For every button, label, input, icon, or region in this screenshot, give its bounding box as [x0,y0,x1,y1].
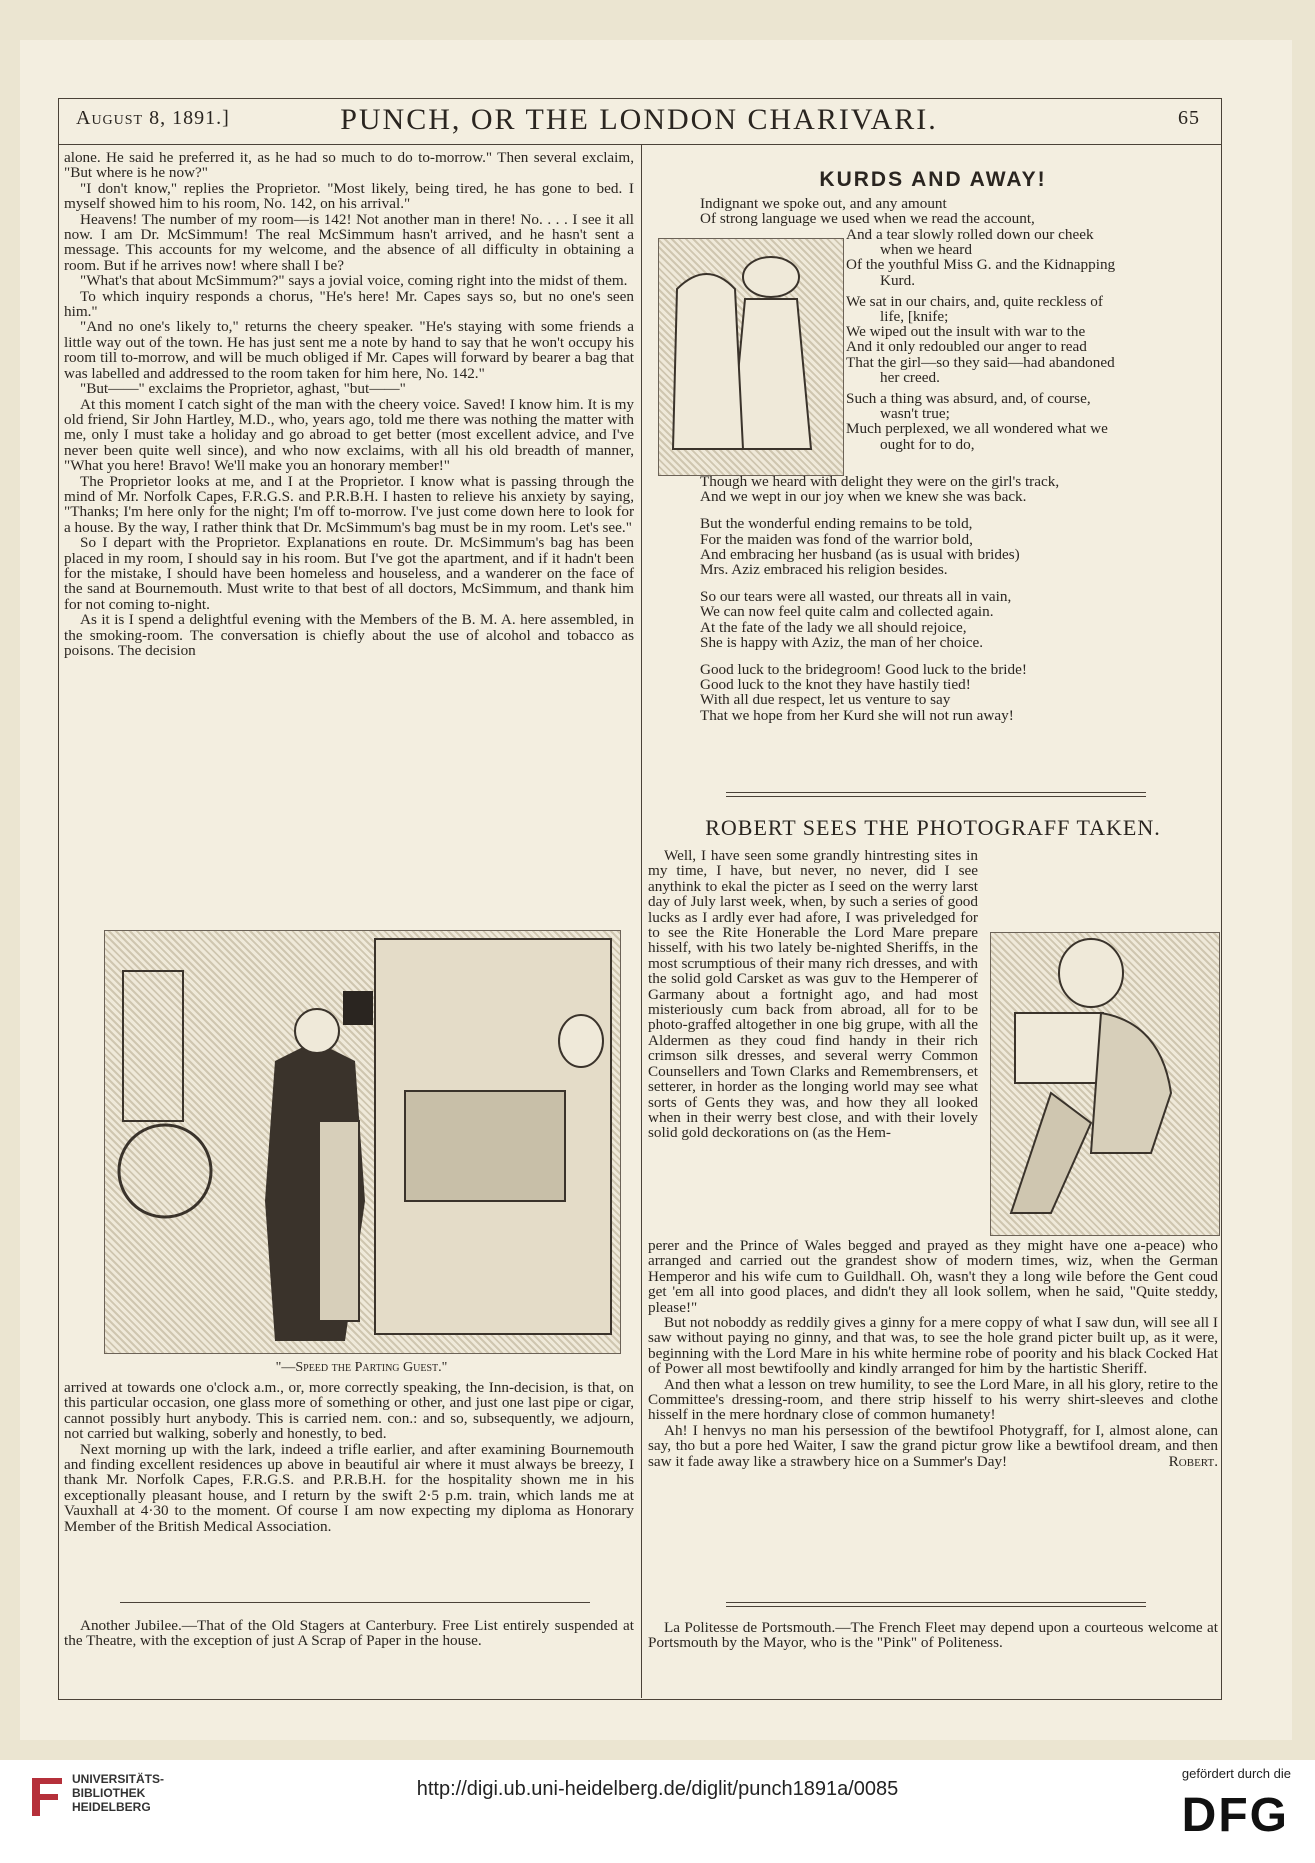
poem-line: wasn't true; [880,405,950,423]
stanza [700,516,1220,577]
poem-line: Indignant we spoke out, and any amount [700,195,947,212]
poem-line: Such a thing was absurd, and, of course, [846,390,1091,408]
poem-line: So our tears were all wasted, our threats all in vain, [700,588,1012,606]
paragraph: Next morning up with the lark, indeed a trifle earlier, and after examining Bournemouth and finding excellent residences up above in beautiful air where it must always be breezy, I thank Mr. Norfolk Capes, F.R.G.S. and P.R.B.H. for the hospitality shown me in his exceptionally pleasant house, and I return by the swift 2·5 p.m. train, which lands me at Vauxhall at 4·30 to the moment. Of course I am now expecting my diploma as Honorary Member of the British Medical Association. [64,1440,634,1535]
paragraph: "What's that about McSimmum?" says a jovial voice, coming right into the midst of them. [80,272,628,290]
jubilee-note [64,1618,634,1649]
poem-line: Though we heard with delight they were on the girl's track, [700,473,1060,490]
poem-line: Good luck to the knot they have hastily tied! [700,676,971,694]
dfg-logo: DFG [1181,1789,1289,1842]
poem-line: Kurd. [880,271,916,289]
engraving-sketch [659,239,843,475]
poem-line: At the fate of the lady we all should rejoice, [700,618,967,636]
page-number: 65 [1178,107,1200,129]
kurds-title: KURDS AND AWAY! [819,168,1047,191]
header-rule [58,144,1222,145]
paragraph: So I depart with the Proprietor. Explanations en route. Dr. McSimmum's bag has been placed in my room, I should say in his room. But I've got the apartment, and if it hadn't been for the mistake, I should have been homeless and houseless, and a wanderer on the face of the sand at Bournemouth. Must write to that best of all doctors, McSimmum, and thank him for not coming to-night. [64,534,634,613]
column-divider [641,144,642,1698]
illustration-caption: "—Speed the Parting Guest." [275,1360,448,1375]
politesse-note [648,1620,1218,1651]
poem-line: Of the youthful Miss G. and the Kidnapping [846,256,1116,274]
poem-line: Good luck to the bridegroom! Good luck to the bride! [700,661,1027,679]
left-column-bottom [64,1380,634,1534]
poem-line: And we wept in our joy when we knew she was back. [700,488,1027,506]
library-line: BIBLIOTHEK [72,1786,146,1800]
paragraph: But not noboddy as reddily gives a ginny for a mere coppy of what I saw dun, will see all I saw without paying no ginny, and that was, to see the hole grand picter built up, as it were, beginning with the Lord Mare in his white hermine robe of poority and his black Cocked Hat of Power all most bewtifoolly and kindly arranged for him by the hartistic Sheriff. [648,1314,1218,1378]
source-url-link[interactable]: http://digi.ub.uni-heidelberg.de/diglit/punch1891a/0085 [416,1778,899,1800]
speed-the-parting-guest-illustration [104,930,621,1354]
poem-line: her creed. [880,368,940,386]
poem-line: That the girl—so they said—had abandoned [846,353,1115,371]
poem-line: Mrs. Aziz embraced his religion besides. [700,561,948,579]
paragraph: La Politesse de Portsmouth.—The French Fleet may depend upon a courteous welcome at Portsmouth by the Mayor, who is the "Pink" of Politeness. [648,1619,1218,1652]
engraving-sketch [105,931,620,1353]
paragraph: And then what a lesson on trew humility, to see the Lord Mare, in all his glory, retire to the Committee's dressing-room, and there strip hisself to his werry shirt-sleeves and clothe hisself in the mere hordnary close of common humanety! [648,1375,1218,1424]
paragraph: "I don't know," replies the Proprietor. "Most likely, being tired, he has gone to bed. I myself showed him to his room, No. 142, on his arrival." [64,179,634,213]
poem-line: when we heard [880,241,972,259]
poem-line: life, [knife; [880,308,949,326]
poem-line: Of strong language we used when we read the account, [700,210,1035,228]
paragraph: To which inquiry responds a chorus, "He's here! Mr. Capes says so, but no one's seen him." [64,287,634,321]
page-header [58,103,1220,147]
poem-line: We can now feel quite calm and collected again. [700,603,994,621]
library-line: UNIVERSITÄTS- [72,1772,165,1786]
poem-line: Much perplexed, we all wondered what we [846,420,1108,438]
poem-line: And embracing her husband (as is usual with brides) [700,545,1020,563]
paragraph: "But——" exclaims the Proprietor, aghast, "but——" [80,380,406,398]
robert-wrapped-text: Well, I have seen some grandly hintresting sites in my time, I have, but never, no never, did I see anythink to ekal the picter as I seed on the werry larst day of July larst week, when, by such a series of good lucks as I ardly ever had afore, I was priveledged for to see the Rite Honerable the Lord Mare prepare hisself, with his two lately be-nighted Sheriffs, in the most scrumptious of their many rich dresses, and with the solid gold Carsket as was guv to the Hemperer of Garmany about a fortnight ago, and had most misteriously cum back from abroad, all for to be photo-graffed altogether in one big grupe, with all the Aldermen as they coud find handy in their rich crimson silk dresses, and several werry Common Counsellers and Town Clarks and Remembrensers, et setterer, in horder as the longing world may see what sorts of Gents they was, and how they all looked when in their werry best close, and with their lovely solid gold deckorations on (as the Hem- [648,847,978,1142]
poem-line: She is happy with Aziz, the man of her choice. [700,633,983,651]
author-signature: Robert. [1168,1452,1218,1470]
section-rule [120,1602,590,1603]
kurds-beside-image [846,227,1218,452]
paragraph: As it is I spend a delightful evening with the Members of the B. M. A. here assembled, in the smoking-room. The conversation is chiefly about the use of alcohol and tobacco as poisons. The decision [64,611,634,659]
paragraph: The Proprietor looks at me, and I at the Proprietor. I know what is passing through the mind of Mr. Norfolk Capes, F.R.G.S. and P.R.B.H. I hasten to relieve his anxiety by saying, "Thanks; I'm here only for the night; I'm off to-morrow. I've just come down here to look for a house. By the way, I rather think that Dr. McSimmum's bag must be in my room. Let's see." [64,472,634,536]
poem-line: And a tear slowly rolled down our cheek [846,226,1094,243]
kurds-stanzas [700,474,1220,735]
publication-title: PUNCH, OR THE LONDON CHARIVARI. [340,103,938,136]
kurds-intro [700,196,1220,226]
poem-line: ought for to do, [880,435,975,453]
poem-line: And it only redoubled our anger to read [846,338,1087,356]
robert-article [648,848,1218,1141]
paragraph: At this moment I catch sight of the man with the cheery voice. Saved! I know him. It is my old friend, Sir John Hartley, M.D., who, years ago, told me there was nothing the matter with me, only I must take a holiday and go abroad to get better (most excellent advice, and I've never been quite well since), and who now exclaims, with all his old breadth of manner, "What you here! Bravo! We'll make you an honorary member!" [64,395,634,475]
paragraph: arrived at towards one o'clock a.m., or, more correctly speaking, the Inn-decision, is that, on this particular occasion, one glass more of something or other, and just one last pipe or cigar, cannot possibly hurt anybody. This is carried nem. con.: and so, subsequently, we adjourn, not carried but walking, soberly and honestly, to bed. [64,1379,634,1443]
paragraph: perer and the Prince of Wales begged and prayed as they might have one a-peace) who arranged and carried out the grandest show of modern times, wiz, when the German Hemperor and his wife cum to Guildhall. Oh, wasn't they a long wile before the Gent coud get 'em all into good places, and didn't they all look sollem, when he said, "Quite steddy, please!" [648,1237,1218,1316]
paragraph: "And no one's likely to," returns the cheery speaker. "He's staying with some friends a little way out of the town. He has just sent me a note by hand to say that he won't occupy his room till to-morrow, and will be much obliged if Mr. Capes will forward by bearer a bag that was labelled and addressed to the room taken for him here, No. 142." [64,318,634,382]
paragraph: Another Jubilee.—That of the Old Stagers at Canterbury. Free List entirely suspended at the Theatre, with the exception of just A Scrap of Paper in the house. [64,1617,634,1650]
paragraph: Heavens! The number of my room—is 142! Not another man in there! No. . . . I see it all now. I am Dr. McSimmum! The real McSimmum hasn't arrived, and he hasn't sent a message. This accounts for my welcome, and the absence of all difficulty in obtaining a room. But if he arrives now! where shall I be? [64,210,634,274]
section-rule [726,1602,1146,1603]
stanza [700,589,1220,650]
funded-by-label: gefördert durch die [1181,1766,1291,1781]
library-line: HEIDELBERG [72,1800,151,1814]
stanza [700,662,1220,723]
poem-line: That we hope from her Kurd she will not run away! [700,706,1014,724]
poem-line: With all due respect, let us venture to say [700,691,951,709]
paragraph: alone. He said he preferred it, as he had so much to do to-morrow." Then several exclaim, "But where is he now?" [64,149,634,182]
issue-date: August 8, 1891.] [76,107,230,129]
poem-line: But the wonderful ending remains to be told, [700,515,973,533]
robert-title: ROBERT SEES THE PHOTOGRAFF TAKEN. [705,815,1161,840]
digitization-footer [0,1760,1315,1863]
robert-article-full-width [648,1238,1218,1469]
stanza [700,474,1220,504]
section-rule [726,792,1146,793]
kurd-and-bride-illustration [658,238,844,476]
paragraph-text: Ah! I henvys no man his persession of the bewtifool Photygraff, for I, almost alone, can say, tho but a pore hed Waiter, I saw the grand pictur grow like a bewtifool dream, and then saw it fade away like a strawbery hice on a Summer's Day! [648,1421,1218,1470]
left-column-top [64,150,634,658]
paragraph [648,1423,1218,1469]
poem-line: We sat in our chairs, and, quite reckless of [846,292,1103,310]
section-rule [726,796,1146,797]
poem-line: For the maiden was fond of the warrior bold, [700,530,973,548]
section-rule [726,1606,1146,1607]
poem-line: We wiped out the insult with war to the [846,323,1086,341]
